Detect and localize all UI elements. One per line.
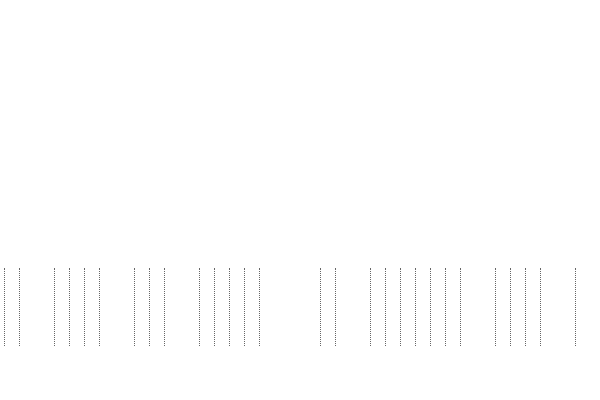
chapter-number — [120, 14, 134, 76]
section-number — [541, 14, 555, 42]
section-number — [431, 14, 445, 42]
dot-leader — [54, 268, 63, 346]
page-number — [55, 352, 69, 382]
section-number — [496, 14, 510, 42]
section-number — [100, 14, 114, 42]
toc-entry — [69, 14, 84, 382]
section-title — [260, 42, 274, 262]
section-title — [371, 42, 385, 262]
toc-entry — [495, 14, 510, 382]
toc-chapter-heading — [179, 14, 199, 382]
section-number — [511, 14, 525, 42]
section-title — [165, 42, 179, 262]
section-number — [20, 14, 34, 42]
page-number — [461, 352, 475, 382]
section-title — [55, 42, 69, 262]
section-title — [386, 42, 400, 262]
dot-leader — [4, 268, 13, 346]
chapter-title — [185, 76, 199, 326]
section-number — [461, 14, 475, 42]
page-number — [541, 352, 555, 382]
toc-entry — [149, 14, 164, 382]
dot-leader — [460, 268, 469, 346]
dot-leader — [19, 268, 28, 346]
dot-leader — [540, 268, 549, 346]
page-number — [215, 352, 229, 382]
section-number — [260, 14, 274, 42]
dot-leader — [525, 268, 534, 346]
toc-chapter-heading — [475, 14, 495, 382]
section-number — [165, 14, 179, 42]
page-number — [5, 352, 19, 382]
toc-entry — [259, 14, 274, 382]
section-title — [245, 42, 259, 262]
page-number — [431, 352, 445, 382]
toc-entry — [400, 14, 415, 382]
toc-entry — [460, 14, 475, 382]
toc-entry — [320, 14, 335, 382]
section-title — [85, 42, 99, 262]
chapter-title — [356, 76, 370, 326]
chapter-number — [40, 14, 54, 76]
section-title — [135, 42, 149, 262]
section-title — [200, 42, 214, 262]
toc-entry — [244, 14, 259, 382]
section-number — [576, 14, 590, 42]
dot-leader — [385, 268, 394, 346]
section-number — [230, 14, 244, 42]
section-number — [55, 14, 69, 42]
section-number — [5, 14, 19, 42]
chapter-title — [40, 76, 54, 326]
dot-leader — [495, 268, 504, 346]
toc-entry — [99, 14, 114, 382]
section-number — [200, 14, 214, 42]
toc-chapter-heading — [350, 14, 370, 382]
page-number — [150, 352, 164, 382]
section-number — [215, 14, 229, 42]
page-number — [401, 352, 415, 382]
dot-leader — [229, 268, 238, 346]
toc-entry — [214, 14, 229, 382]
toc-entry — [525, 14, 540, 382]
toc-chapter-heading — [555, 14, 575, 382]
page-number — [135, 352, 149, 382]
section-number — [446, 14, 460, 42]
dot-leader — [320, 268, 329, 346]
toc-entry — [84, 14, 99, 382]
dot-leader — [430, 268, 439, 346]
section-number — [70, 14, 84, 42]
dot-leader — [134, 268, 143, 346]
section-title — [20, 42, 34, 262]
dot-leader — [244, 268, 253, 346]
page-number — [416, 352, 430, 382]
section-title — [150, 42, 164, 262]
toc-entry — [199, 14, 214, 382]
section-title — [541, 42, 555, 262]
toc-entry — [415, 14, 430, 382]
toc-entry — [164, 14, 179, 382]
toc-entry — [540, 14, 555, 382]
toc-entry — [335, 14, 350, 382]
page-number — [245, 352, 259, 382]
dot-leader — [370, 268, 379, 346]
toc-page-left — [6, 14, 274, 382]
dot-leader — [510, 268, 519, 346]
section-number — [386, 14, 400, 42]
section-number — [526, 14, 540, 42]
section-title — [70, 42, 84, 262]
toc-entry — [575, 14, 590, 382]
section-number — [321, 14, 335, 42]
section-title — [496, 42, 510, 262]
section-number — [401, 14, 415, 42]
page-number — [446, 352, 460, 382]
toc-page-right — [318, 14, 590, 382]
section-title — [5, 42, 19, 262]
dot-leader — [335, 268, 344, 346]
section-number — [150, 14, 164, 42]
page-number — [70, 352, 84, 382]
toc-entry — [134, 14, 149, 382]
dot-leader — [400, 268, 409, 346]
section-title — [461, 42, 475, 262]
toc-chapter-heading — [114, 14, 134, 382]
page-number — [386, 352, 400, 382]
page-number — [100, 352, 114, 382]
dot-leader — [199, 268, 208, 346]
dot-leader — [575, 268, 584, 346]
dot-leader — [214, 268, 223, 346]
page-number — [576, 352, 590, 382]
chapter-title — [481, 76, 495, 326]
section-title — [401, 42, 415, 262]
section-number — [371, 14, 385, 42]
dot-leader — [149, 268, 158, 346]
section-title — [215, 42, 229, 262]
toc-entry — [19, 14, 34, 382]
toc-entry — [229, 14, 244, 382]
section-title — [230, 42, 244, 262]
toc-entry — [385, 14, 400, 382]
page-number — [165, 352, 179, 382]
dot-leader — [69, 268, 78, 346]
toc-entry — [54, 14, 69, 382]
page-number — [496, 352, 510, 382]
dot-leader — [99, 268, 108, 346]
dot-leader — [84, 268, 93, 346]
page-number — [200, 352, 214, 382]
section-title — [321, 42, 335, 262]
section-title — [100, 42, 114, 262]
chapter-title — [120, 76, 134, 326]
section-title — [446, 42, 460, 262]
page-number — [526, 352, 540, 382]
section-title — [526, 42, 540, 262]
page-number — [230, 352, 244, 382]
toc-entry — [445, 14, 460, 382]
dot-leader — [164, 268, 173, 346]
page-number — [336, 352, 350, 382]
dot-leader — [259, 268, 268, 346]
page-number — [260, 352, 274, 382]
page-number — [85, 352, 99, 382]
chapter-number — [481, 14, 495, 76]
section-title — [431, 42, 445, 262]
chapter-number — [561, 14, 575, 76]
toc-entry — [4, 14, 19, 382]
toc-entry — [370, 14, 385, 382]
page-number — [511, 352, 525, 382]
dot-leader — [415, 268, 424, 346]
toc-entry — [510, 14, 525, 382]
section-number — [245, 14, 259, 42]
section-number — [336, 14, 350, 42]
section-title — [511, 42, 525, 262]
section-title — [416, 42, 430, 262]
section-title — [576, 42, 590, 262]
chapter-number — [356, 14, 370, 76]
page-number — [371, 352, 385, 382]
chapter-number — [185, 14, 199, 76]
page-number — [321, 352, 335, 382]
section-number — [135, 14, 149, 42]
section-number — [85, 14, 99, 42]
section-title — [336, 42, 350, 262]
chapter-title — [561, 76, 575, 326]
page-number — [20, 352, 34, 382]
section-number — [416, 14, 430, 42]
toc-entry — [430, 14, 445, 382]
toc-chapter-heading — [34, 14, 54, 382]
dot-leader — [445, 268, 454, 346]
